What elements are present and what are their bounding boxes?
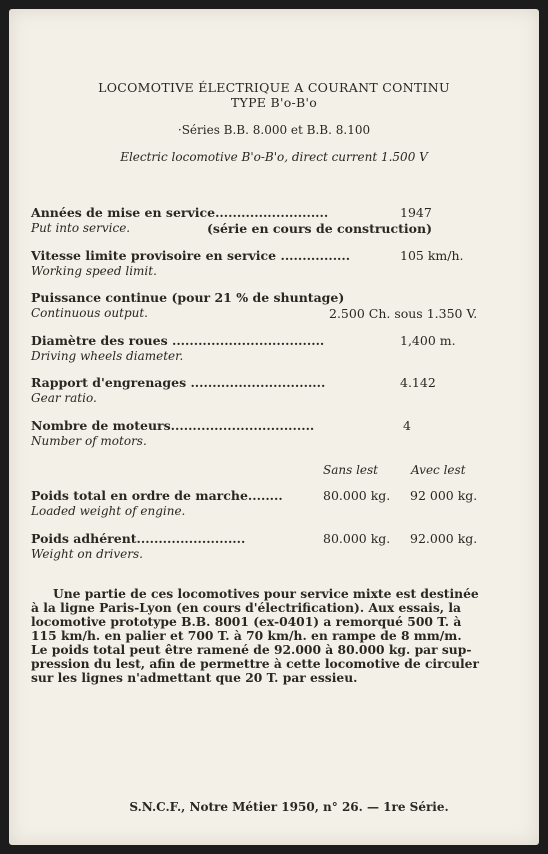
spec-value-gear-ratio: 4.142 (400, 375, 436, 390)
paragraph-line: sur les lignes n'admettant que 20 T. par essieu. (31, 670, 358, 685)
spec-label-motors: Nombre de moteurs................................. (31, 418, 315, 433)
paragraph-line: pression du lest, afin de permettre à cette locomotive de circuler (31, 656, 479, 671)
spec-label-wheel-diameter: Diamètre des roues ................................... (31, 333, 325, 348)
document-card (9, 9, 539, 845)
english-subtitle: Electric locomotive B'o-B'o, direct current 1.500 V (120, 150, 428, 164)
spec-label-en-power: Continuous output. (31, 306, 148, 320)
weight-label-en-adhesive: Weight on drivers. (31, 547, 143, 561)
spec-value-power: 2.500 Ch. sous 1.350 V. (329, 306, 478, 321)
weight-label-total: Poids total en ordre de marche........ (31, 488, 283, 503)
weight-label-en-total: Loaded weight of engine. (31, 504, 186, 518)
spec-label-speed: Vitesse limite provisoire en service ................ (31, 248, 351, 263)
spec-note-service-year: (série en cours de construction) (207, 221, 432, 236)
spec-value-wheel-diameter: 1,400 m. (400, 333, 456, 348)
weight-adhesive-avec-lest: 92.000 kg. (410, 531, 478, 546)
document-type: TYPE B'o-B'o (230, 95, 318, 110)
spec-label-en-motors: Number of motors. (31, 434, 147, 448)
spec-label-power: Puissance continue (pour 21 % de shuntage) (31, 290, 345, 305)
footer-source: S.N.C.F., Notre Métier 1950, n° 26. — 1re Série. (129, 800, 449, 814)
weight-total-avec-lest: 92 000 kg. (410, 488, 478, 503)
paragraph-line: locomotive prototype B.B. 8001 (ex-0401) a remorqué 500 T. à (31, 614, 462, 629)
spec-label-en-wheel-diameter: Driving wheels diameter. (31, 349, 184, 363)
spec-label-en-gear-ratio: Gear ratio. (31, 391, 97, 405)
paragraph-line: Une partie de ces locomotives pour service mixte est destinée (53, 586, 479, 601)
spec-value-service-year: 1947 (400, 205, 432, 220)
paragraph-line: à la ligne Paris-Lyon (en cours d'électrification). Aux essais, la (31, 600, 461, 615)
column-header-sans-lest: Sans lest (323, 463, 378, 477)
spec-label-en-service-year: Put into service. (31, 221, 131, 235)
spec-label-service-year: Années de mise en service.......................... (31, 205, 329, 220)
paragraph-line: 115 km/h. en palier et 700 T. à 70 km/h. en rampe de 8 mm/m. (31, 628, 462, 643)
spec-label-en-speed: Working speed limit. (31, 264, 157, 278)
spec-value-motors: 4 (403, 418, 411, 433)
weight-total-sans-lest: 80.000 kg. (323, 488, 391, 503)
document-title: LOCOMOTIVE ÉLECTRIQUE A COURANT CONTINU (98, 80, 450, 95)
column-header-avec-lest: Avec lest (411, 463, 466, 477)
weight-label-adhesive: Poids adhérent......................... (31, 531, 246, 546)
paragraph-line: Le poids total peut être ramené de 92.000 à 80.000 kg. par sup- (31, 642, 472, 657)
spec-value-speed: 105 km/h. (400, 248, 464, 263)
weight-adhesive-sans-lest: 80.000 kg. (323, 531, 391, 546)
description-paragraph (31, 587, 521, 685)
series-line: ·Séries B.B. 8.000 et B.B. 8.100 (177, 123, 371, 137)
spec-label-gear-ratio: Rapport d'engrenages ............................... (31, 375, 326, 390)
